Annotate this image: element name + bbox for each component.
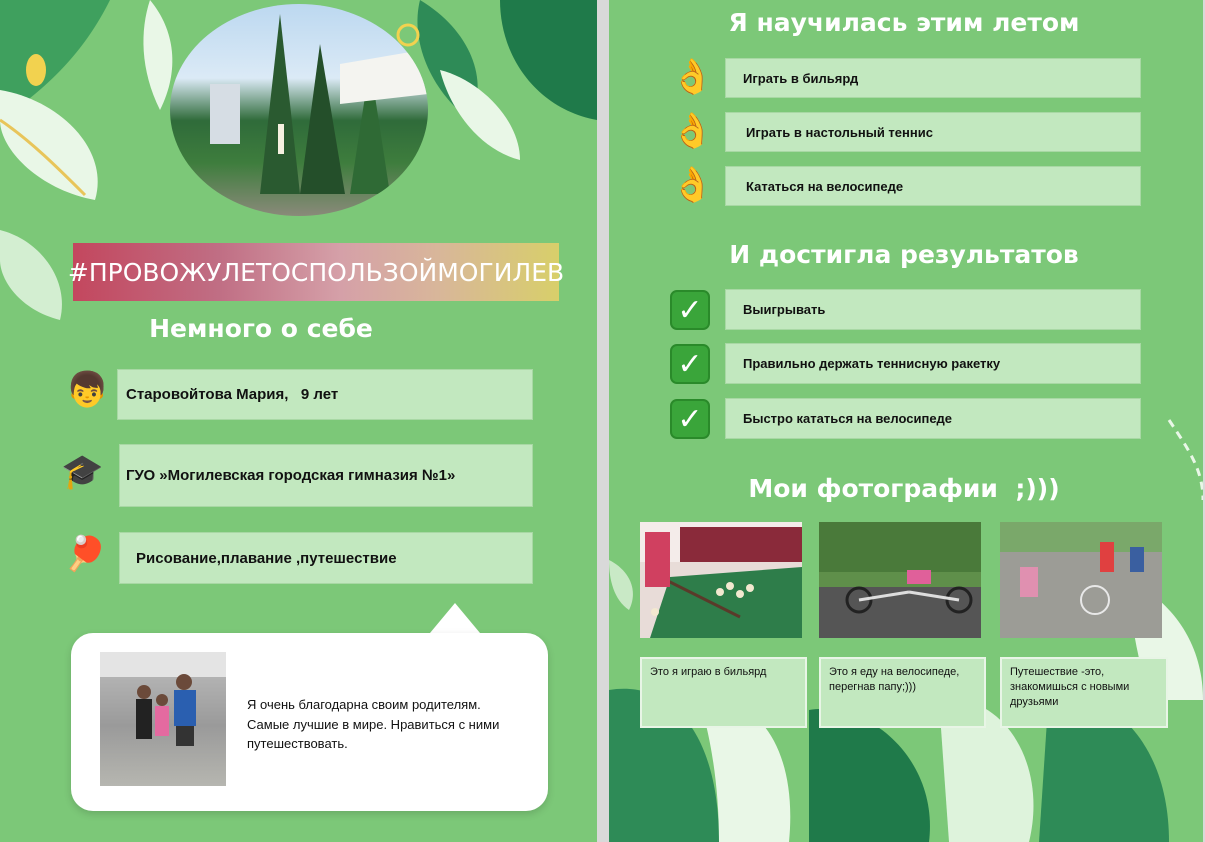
photo-caption: Путешествие -это, знакомишься с новыми друзьями bbox=[1000, 657, 1168, 728]
result-item-label: Выигрывать bbox=[743, 302, 826, 317]
graduation-cap-icon: 🎓 bbox=[61, 453, 104, 491]
bubble-text: Я очень благодарна своим родителям. Самые лучшие в мире. Нравиться с ними путешествовать. bbox=[247, 697, 500, 751]
hashtag-text: #ПРОВОЖУЛЕТОСПОЛЬЗОЙМОГИЛЕВ bbox=[67, 257, 565, 287]
results-title: И достигла результатов bbox=[729, 240, 1079, 269]
result-item bbox=[725, 398, 1141, 439]
ping-pong-icon: 🏓 bbox=[64, 535, 107, 573]
learned-item bbox=[725, 166, 1141, 206]
learned-item bbox=[725, 112, 1141, 152]
ok-hand-icon: 👌 bbox=[671, 166, 714, 204]
photos-title: Мои фотографии ;))) bbox=[748, 474, 1060, 503]
family-photo bbox=[100, 652, 226, 786]
result-item bbox=[725, 343, 1141, 384]
info-row-hobbies bbox=[119, 532, 533, 584]
friends-photo bbox=[1000, 522, 1162, 638]
result-item-label: Правильно держать теннисную ракетку bbox=[743, 356, 1001, 371]
learned-item bbox=[725, 58, 1141, 98]
photo-caption: Это я еду на велосипеде, перегнав папу;))) bbox=[819, 657, 986, 728]
photo-caption: Это я играю в бильярд bbox=[640, 657, 807, 728]
check-mark-icon: ✓ bbox=[670, 399, 710, 439]
billiard-image bbox=[640, 522, 802, 638]
friends-image bbox=[1000, 522, 1162, 638]
speech-bubble bbox=[71, 633, 548, 811]
trees-image bbox=[170, 4, 428, 216]
ok-hand-icon: 👌 bbox=[671, 112, 714, 150]
info-row-label: ГУО »Могилевская городская гимназия №1» bbox=[126, 467, 456, 484]
billiard-photo bbox=[640, 522, 802, 638]
learned-title: Я научилась этим летом bbox=[728, 8, 1080, 37]
info-row-name bbox=[117, 369, 533, 420]
learned-item-label: Играть в настольный теннис bbox=[746, 124, 933, 140]
result-item-label: Быстро кататься на велосипеде bbox=[743, 411, 953, 426]
ok-hand-icon: 👌 bbox=[671, 58, 714, 96]
bicycle-image bbox=[819, 522, 981, 638]
info-row-school bbox=[119, 444, 533, 507]
left-page bbox=[0, 0, 597, 842]
bicycle-photo bbox=[819, 522, 981, 638]
learned-item-label: Кататься на велосипеде bbox=[746, 178, 904, 194]
about-title: Немного о себе bbox=[149, 314, 373, 343]
info-row-label: Старовойтова Мария, 9 лет bbox=[126, 386, 339, 403]
family-image bbox=[100, 652, 226, 786]
right-page bbox=[609, 0, 1203, 842]
hashtag-banner bbox=[67, 243, 565, 301]
profile-photo bbox=[170, 4, 428, 216]
learned-item-label: Играть в бильярд bbox=[743, 70, 859, 86]
boy-face-icon: 👦 bbox=[66, 371, 109, 409]
check-mark-icon: ✓ bbox=[670, 344, 710, 384]
check-mark-icon: ✓ bbox=[670, 290, 710, 330]
info-row-label: Рисование,плавание ,путешествие bbox=[136, 549, 397, 567]
result-item bbox=[725, 289, 1141, 330]
